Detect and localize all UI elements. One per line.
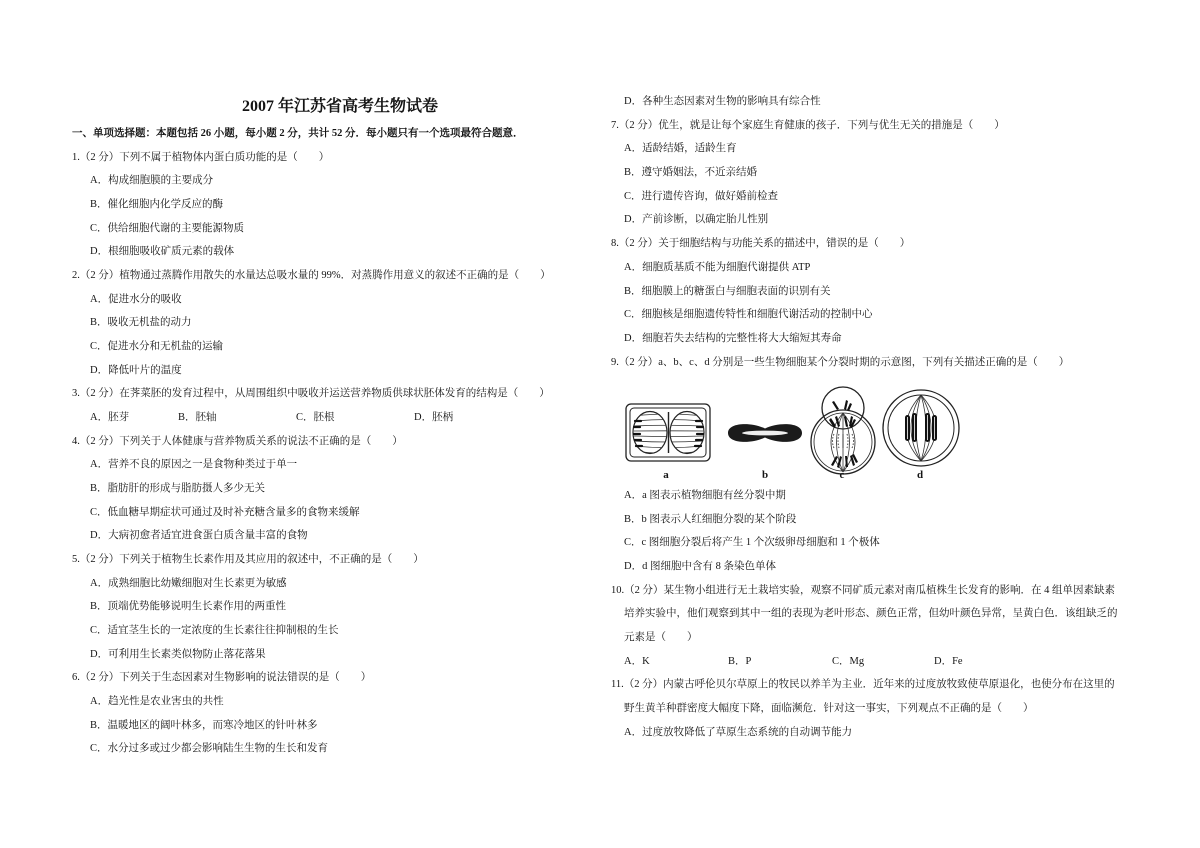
option-a: A．适龄结婚，适龄生育 [624, 143, 737, 155]
option-d: D．d 图细胞中含有 8 条染色单体 [624, 560, 776, 572]
figure-panel-c [811, 387, 875, 474]
option-d: D．降低叶片的温度 [90, 364, 182, 376]
question-stem: 8.（2 分）关于细胞结构与功能关系的描述中，错误的是（ ） [611, 238, 911, 250]
option-d: D．Fe [934, 655, 963, 667]
option-d: D．产前诊断，以确定胎儿性别 [624, 214, 769, 226]
cell-division-diagram [620, 379, 970, 484]
question-11 [611, 673, 1186, 744]
option-c: C．促进水分和无机盐的运输 [90, 341, 224, 353]
option-a: A．细胞质基质不能为细胞代谢提供 ATP [624, 261, 811, 273]
question-3 [72, 382, 602, 429]
option-d: D．胚柄 [414, 412, 454, 424]
question-1 [72, 146, 602, 264]
figure-panel-d [883, 390, 959, 466]
question-4 [72, 430, 602, 548]
option-b: B．脂肪肝的形成与脂肪摄人多少无关 [90, 483, 266, 495]
figure-label-c: c [839, 469, 845, 482]
question-stem: 1.（2 分）下列不属于植物体内蛋白质功能的是（ ） [72, 151, 330, 163]
option-c: C．低血糖早期症状可通过及时补充糖含量多的食物来缓解 [90, 506, 360, 518]
options-row [611, 650, 1186, 674]
option-a: A．胚芽 [90, 412, 130, 424]
options-row [72, 406, 602, 430]
option-d: D．大病初愈者适宜进食蛋白质含量丰富的食物 [90, 530, 308, 542]
option-b: B．胚轴 [178, 412, 217, 424]
option-a: A．K [624, 655, 650, 667]
option-b: B．顶端优势能够说明生长素作用的两重性 [90, 601, 287, 613]
option-c: C．进行遗传咨询，做好婚前检查 [624, 190, 779, 202]
option-b: B．P [728, 655, 752, 667]
question-stem: 6.（2 分）下列关于生态因素对生物影响的说法错误的是（ ） [72, 672, 372, 684]
option-c: C．供给细胞代谢的主要能源物质 [90, 222, 245, 234]
question-2 [72, 264, 602, 382]
right-column [611, 90, 1186, 744]
option-b: B．细胞膜上的糖蛋白与细胞表面的识别有关 [624, 285, 831, 297]
option-b: B．温暖地区的阔叶林多，而寒冷地区的针叶林多 [90, 719, 318, 731]
question-stem: 10.（2 分）某生物小组进行无土栽培实验，观察不同矿质元素对南瓜植株生长发育的影响．在 4 组单因素缺素 [611, 584, 1115, 596]
question-stem: 9.（2 分）a、b、c、d 分别是一些生物细胞某个分裂时期的示意图，下列有关描述正确的是（ ） [611, 356, 1070, 368]
question-7 [611, 114, 1186, 232]
exam-title: 2007 年江苏省高考生物试卷 [241, 98, 438, 115]
option-a: A．促进水分的吸收 [90, 293, 182, 305]
option-d: D．各种生态因素对生物的影响具有综合性 [624, 96, 821, 107]
figure-panel-a [626, 404, 710, 461]
option-a: A．过度放牧降低了草原生态系统的自动调节能力 [624, 726, 853, 738]
option-b: B．遵守婚姻法，不近亲结婚 [624, 167, 758, 179]
option-a: A．成熟细胞比幼嫩细胞对生长素更为敏感 [90, 577, 287, 589]
question-10 [611, 579, 1186, 674]
option-a: A．趋光性是农业害虫的共性 [90, 696, 224, 708]
figure-panel-b [728, 424, 802, 442]
section-heading: 一、单项选择题：本题包括 26 小题，每小题 2 分，共计 52 分．每小题只有一个选项最符合题意． [72, 128, 524, 139]
question-stem: 7.（2 分）优生，就是让每个家庭生育健康的孩子．下列与优生无关的措施是（ ） [611, 119, 1005, 131]
figure-label-d: d [916, 469, 924, 482]
option-c: C．Mg [832, 655, 865, 667]
option-c: C．水分过多或过少都会影响陆生生物的生长和发育 [90, 743, 329, 755]
question-8 [611, 232, 1186, 350]
option-a: A．构成细胞膜的主要成分 [90, 175, 214, 187]
option-d: D．可利用生长素类似物防止落花落果 [90, 648, 266, 660]
question-stem-continued: 野生黄羊种群密度大幅度下降，面临濒危．针对这一事实，下列观点不正确的是（ ） [624, 703, 1034, 715]
option-d: D．根细胞吸收矿质元素的载体 [90, 246, 235, 258]
left-column [72, 122, 602, 761]
question-stem: 5.（2 分）下列关于植物生长素作用及其应用的叙述中，不正确的是（ ） [72, 554, 424, 566]
option-b: B．催化细胞内化学反应的酶 [90, 199, 224, 211]
option-a: A．a 图表示植物细胞有丝分裂中期 [624, 489, 786, 501]
question-stem: 11.（2 分）内蒙古呼伦贝尔草原上的牧民以养羊为主业．近年来的过度放牧致使草原退化，也使分布在这里的 [611, 679, 1115, 691]
figure-label-a: a [663, 469, 669, 482]
option-c: C．胚根 [296, 412, 335, 424]
option-a: A．营养不良的原因之一是食物种类过于单一 [90, 459, 298, 471]
option-c: C．细胞核是细胞遗传特性和细胞代谢活动的控制中心 [624, 309, 873, 321]
option-d: D．细胞若失去结构的完整性将大大缩短其寿命 [624, 332, 842, 344]
option-c: C．c 图细胞分裂后将产生 1 个次级卵母细胞和 1 个极体 [624, 537, 880, 549]
option-b: B．b 图表示人红细胞分裂的某个阶段 [624, 513, 797, 525]
option-b: B．吸收无机盐的动力 [90, 317, 192, 329]
cell-division-figure [611, 374, 1186, 484]
question-5 [72, 548, 602, 666]
question-stem-continued: 培养实验中，他们观察到其中一组的表现为老叶形态、颜色正常，但幼叶颜色异常，呈黄白色．该组缺乏的 [624, 608, 1118, 620]
question-stem-continued: 元素是（ ） [624, 631, 698, 643]
question-6 [72, 666, 602, 761]
question-stem: 4.（2 分）下列关于人体健康与营养物质关系的说法不正确的是（ ） [72, 435, 403, 447]
option-c: C．适宜茎生长的一定浓度的生长素往往抑制根的生长 [90, 625, 339, 637]
question-stem: 2.（2 分）植物通过蒸腾作用散失的水量达总吸水量的 99%．对蒸腾作用意义的叙述不正确的是（ ） [72, 270, 551, 282]
question-9 [611, 351, 1186, 579]
question-stem: 3.（2 分）在荠菜胚的发育过程中，从周围组织中吸收并运送营养物质供球状胚体发育的结构是（ ） [72, 388, 550, 400]
figure-label-b: b [761, 469, 769, 482]
